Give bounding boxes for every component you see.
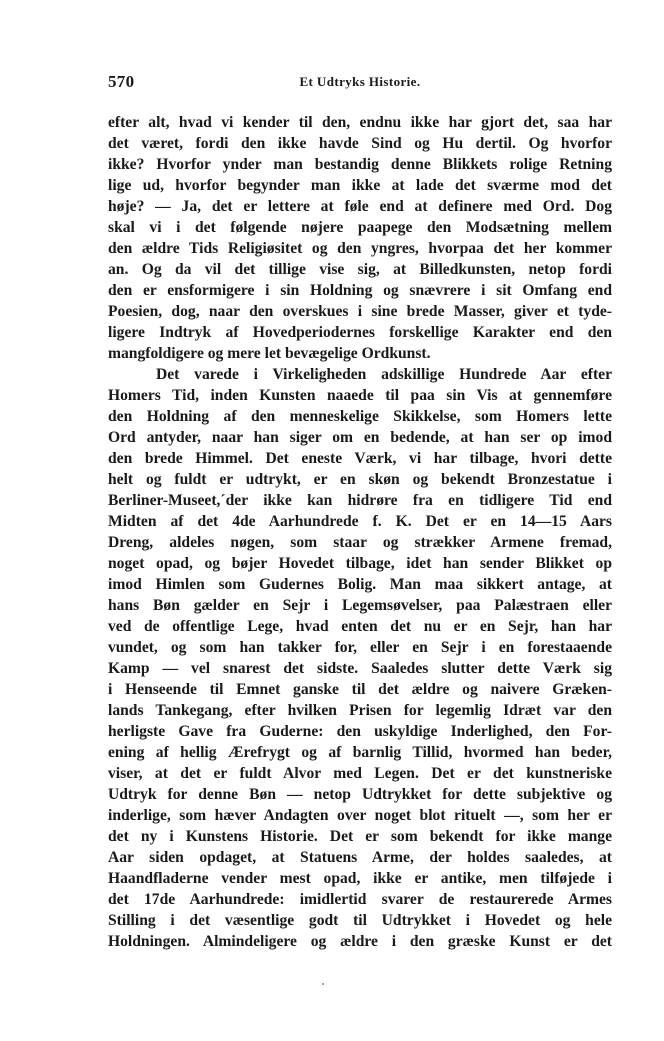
text-line: ligere Indtryk af Hovedperiodernes forskellige Karakter end den [108, 324, 612, 341]
text-line: inderlige, som hæver Andagten over noget blot rituelt —, som her er [108, 807, 612, 824]
text-line: herligste Gave fra Guderne: den uskyldige Inderlighed, den For- [108, 723, 612, 740]
text-line: den er ensformigere i sin Holdning og snævrere i sit Omfang end [108, 282, 612, 299]
text-line: lige ud, hvorfor begynder man ikke at lade det sværme mod det [108, 177, 612, 194]
text-line: skal vi i det følgende nøjere paapege den Modsætning mellem [108, 219, 612, 236]
text-line: den brede Himmel. Det eneste Værk, vi har tilbage, hvori dette [108, 450, 612, 467]
text-line: imod Himlen som Gudernes Bolig. Man maa sikkert antage, at [108, 576, 612, 593]
text-line: Midten af det 4de Aarhundrede f. K. Det er en 14—15 Aars [108, 513, 612, 530]
text-line: vundet, og som han takker for, eller en Sejr i en forestaaende [108, 639, 612, 656]
page-number: 570 [108, 72, 135, 91]
paragraph-end-line: mangfoldigere og mere let bevægelige Ordkunst. [108, 345, 431, 362]
running-title: Et Udtryks Historie. [299, 74, 421, 89]
text-line: Dreng, aldeles nøgen, som staar og strækker Armene fremad, [108, 534, 612, 551]
text-line: den ældre Tids Religiøsitet og den yngres, hvorpaa det her kommer [108, 240, 612, 257]
text-line: Poesien, dog, naar den overskues i sine brede Masser, giver et tyde- [108, 303, 612, 320]
text-line: efter alt, hvad vi kender til den, endnu ikke har gjort det, saa har [108, 114, 612, 131]
body-text [108, 112, 612, 952]
text-line: ening af hellig Ærefrygt og af barnlig Tillid, hvormed han beder, [108, 744, 612, 761]
text-line: det ny i Kunstens Historie. Det er som bekendt for ikke mange [108, 828, 612, 845]
text-line: viser, at det er fuldt Alvor med Legen. Det er det kunstneriske [108, 765, 612, 782]
text-line: Stilling i det væsentlige godt til Udtrykket i Hovedet og hele [108, 912, 612, 929]
ink-speck [322, 983, 324, 985]
text-line: an. Og da vil det tillige vise sig, at Billedkunsten, netop fordi [108, 261, 612, 278]
text-line: hans Bøn gælder en Sejr i Legemsøvelser, paa Palæstraen eller [108, 597, 612, 614]
text-line: Aar siden opdaget, at Statuens Arme, der holdes saaledes, at [108, 849, 612, 866]
text-line: i Henseende til Emnet ganske til det ældre og naivere Græken- [108, 681, 612, 698]
paragraph-start-line: Det varede i Virkeligheden adskillige Hundrede Aar efter [156, 366, 612, 383]
text-line: det 17de Aarhundrede: imidlertid svarer de restaurerede Armes [108, 891, 612, 908]
text-line: Berliner-Museet,´der ikke kan hidrøre fra en tidligere Tid end [108, 492, 612, 509]
text-line: høje? — Ja, det er lettere at føle end at definere med Ord. Dog [108, 198, 612, 215]
text-line: Holdningen. Almindeligere og ældre i den græske Kunst er det [108, 933, 612, 950]
text-line: Ord antyder, naar han siger om en bedende, at han ser op imod [108, 429, 612, 446]
text-line: det været, fordi den ikke havde Sind og Hu dertil. Og hvorfor [108, 135, 612, 152]
text-line: lands Tankegang, efter hvilken Prisen for legemlig Idræt var den [108, 702, 612, 719]
text-line: Homers Tid, inden Kunsten naaede til paa sin Vis at gennemføre [108, 387, 612, 404]
text-line: Udtryk for denne Bøn — netop Udtrykket for dette subjektive og [108, 786, 612, 803]
text-line: noget opad, og bøjer Hovedet tilbage, idet han sender Blikket op [108, 555, 612, 572]
text-line: den Holdning af den menneskelige Skikkelse, som Homers lette [108, 408, 612, 425]
text-line: ikke? Hvorfor ynder man bestandig denne Blikkets rolige Retning [108, 156, 612, 173]
text-line: Kamp — vel snarest det sidste. Saaledes slutter dette Værk sig [108, 660, 612, 677]
text-line: ved de offentlige Lege, hvad enten det nu er en Sejr, han har [108, 618, 612, 635]
text-line: Haandfladerne vender mest opad, ikke er antike, men tilføjede i [108, 870, 612, 887]
running-head [108, 72, 612, 96]
text-line: helt og fuldt er udtrykt, er en skøn og bekendt Bronzestatue i [108, 471, 612, 488]
